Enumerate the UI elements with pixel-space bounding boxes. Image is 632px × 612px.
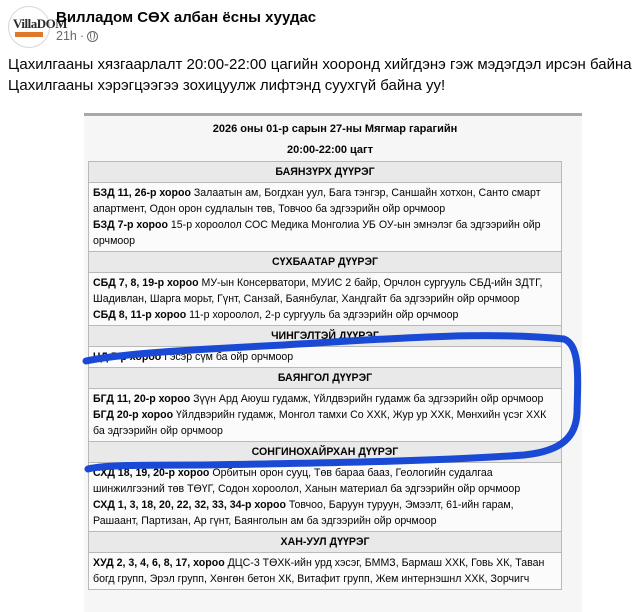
outage-entry-area: СБД 7, 8, 19-р хороо xyxy=(93,277,199,289)
district-name: БАЯНГОЛ ДҮҮРЭГ xyxy=(89,368,562,389)
district-entries-cell xyxy=(89,273,562,326)
post-text-line-1: Цахилгааны хязгаарлалт 20:00-22:00 цагийн хооронд хийгдэнэ гэж мэдэгдэл ирсэн байна xyxy=(8,56,632,73)
post-body xyxy=(8,54,632,96)
avatar-logo-text: VillaDOM xyxy=(13,16,68,31)
district-entries-cell xyxy=(89,463,562,532)
document-header xyxy=(90,123,570,156)
district-header-row xyxy=(89,326,562,347)
page-name-link[interactable]: Вилладом СӨХ албан ёсны хуудас xyxy=(56,9,317,26)
document-time-title: 20:00-22:00 цагт xyxy=(287,144,373,156)
district-name: СОНГИНОХАЙРХАН ДҮҮРЭГ xyxy=(89,442,562,463)
post-timestamp[interactable]: 21h xyxy=(56,29,77,43)
outage-entry-area: ЧД 5-р хороо xyxy=(93,351,162,363)
outage-entry-area: БЗД 11, 26-р хороо xyxy=(93,187,191,199)
outage-entry xyxy=(93,391,557,407)
post-meta xyxy=(56,29,98,43)
outage-entry xyxy=(93,555,557,587)
district-entries-row xyxy=(89,389,562,442)
district-name: ХАН-УУЛ ДҮҮРЭГ xyxy=(89,532,562,553)
outage-entry xyxy=(93,275,557,307)
district-header-row xyxy=(89,162,562,183)
outage-entry-locations: Товчоо, Баруун туруун, Эмээлт, 61-ийн гарам, Рашаант, Партизан, Ар гүнт, Баянголын ам ба эдгээрийн ойр орчмоор xyxy=(93,499,514,527)
outage-entry xyxy=(93,349,557,365)
outage-entry-locations: Орбитын орон сууц, Төв бараа бааз, Геологийн судалгаа шинжилгээний төв ТӨҮГ, Содон хороолол, Ханын материал ба эдгээрийн ойр орчмоор xyxy=(93,467,521,495)
district-entries-cell xyxy=(89,183,562,252)
outage-entry-area: СХД 1, 3, 18, 20, 22, 32, 33, 34-р хороо xyxy=(93,499,286,511)
outage-entry-locations: МУ-ын Консерватори, МУИС 2 байр, Орчлон сургууль СБД-ийн ЗДТГ, Шадивлан, Шарга морьт, Гүнт, Санзай, Баянбулаг, Хандгайт ба эдгээрийн ойр орчмоор xyxy=(93,277,543,305)
outage-entry-locations: Үйлдвэрийн гудамж, Монгол тамхи Со ХХК, Жур ур ХХК, Мөнхийн үсэг ХХК ба эдгээрийн ойр орчмоор xyxy=(93,409,547,437)
post-header xyxy=(8,6,608,46)
outage-entry xyxy=(93,407,557,439)
district-entries-row xyxy=(89,347,562,368)
outage-entry xyxy=(93,185,557,217)
globe-icon[interactable] xyxy=(87,31,98,42)
outage-entry xyxy=(93,497,557,529)
district-entries-row xyxy=(89,553,562,590)
district-entries-cell xyxy=(89,389,562,442)
district-entries-row xyxy=(89,463,562,532)
district-name: ЧИНГЭЛТЭЙ ДҮҮРЭГ xyxy=(89,326,562,347)
outage-entry xyxy=(93,307,557,323)
outage-entry-locations: Зүүн Ард Аюуш гудамж, Үйлдвэрийн гудамж ба эдгээрийн ойр орчмоор xyxy=(190,393,544,405)
document-top-border xyxy=(84,113,582,116)
outage-entry-area: ХУД 2, 3, 4, 6, 8, 17, хороо xyxy=(93,557,225,569)
attached-image[interactable] xyxy=(84,113,582,612)
outage-entry-locations: 11-р хороолол, 2-р сургууль ба эдгээрийн ойр орчмоор xyxy=(186,309,459,321)
outage-entry-area: БГД 11, 20-р хороо xyxy=(93,393,191,405)
outage-entry-area: СБД 8, 11-р хороо xyxy=(93,309,187,321)
outage-entry-area: СХД 18, 19, 20-р хороо xyxy=(93,467,210,479)
district-name: СҮХБААТАР ДҮҮРЭГ xyxy=(89,252,562,273)
avatar-logo-bar xyxy=(15,32,43,37)
outage-entry-area: БЗД 7-р хороо xyxy=(93,219,168,231)
outage-entry-locations: Гэсэр сүм ба ойр орчмоор xyxy=(161,351,294,363)
district-entries-row xyxy=(89,183,562,252)
outage-entry-area: БГД 20-р хороо xyxy=(93,409,174,421)
district-header-row xyxy=(89,442,562,463)
district-header-row xyxy=(89,252,562,273)
outage-entry xyxy=(93,465,557,497)
outage-entry-locations: ДЦС-3 ТӨХК-ийн урд хэсэг, БММЗ, Бармаш ХХК, Говь ХК, Таван богд групп, Эрэл групп, Хөнгөн бетон ХК, Витафит групп, Жем интернэшнл ХХК, Зорчигч xyxy=(93,557,545,585)
schedule-table xyxy=(88,161,562,590)
district-entries-row xyxy=(89,273,562,326)
outage-entry xyxy=(93,217,557,249)
district-name: БАЯНЗҮРХ ДҮҮРЭГ xyxy=(89,162,562,183)
district-entries-cell xyxy=(89,553,562,590)
outage-entry-locations: 15-р хороолол СОС Медика Монголиа УБ ОУ-ын эмнэлэг ба эдгээрийн ойр орчмоор xyxy=(93,219,541,247)
district-entries-cell xyxy=(89,347,562,368)
district-header-row xyxy=(89,532,562,553)
post-text-line-2: Цахилгааны хэрэгцээгээ зохицуулж лифтэнд суухгүй байна уу! xyxy=(8,77,446,94)
meta-separator: · xyxy=(79,29,85,43)
outage-entry-locations: Залаатын ам, Богдхан уул, Бага тэнгэр, Саншайн хотхон, Санто смарт апартмент, Одон орон судлалын төв, Товчоо ба эдгээрийн ойр орчмоор xyxy=(93,187,541,215)
district-header-row xyxy=(89,368,562,389)
document-date-title: 2026 оны 01-р сарын 27-ны Мягмар гарагийн xyxy=(212,123,458,135)
